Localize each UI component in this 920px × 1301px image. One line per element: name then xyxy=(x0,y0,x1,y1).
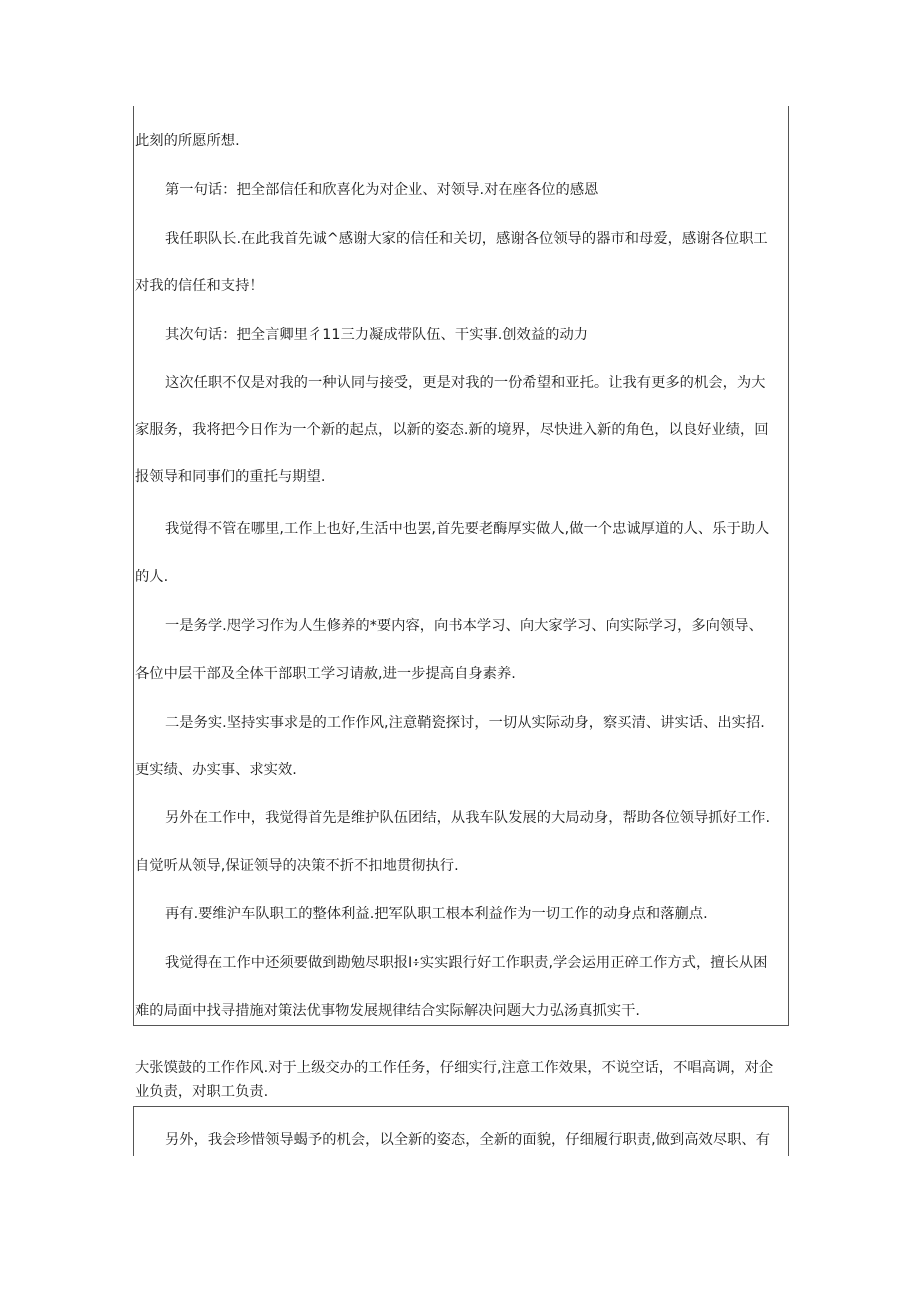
text-line: 我觉得不管在哪里,工作上也好,生活中也罢,首先要老酶厚实做人,做一个忠诚厚道的人、乐于助人 xyxy=(165,521,770,537)
text-line: 此刻的所愿所想. xyxy=(135,133,240,149)
text-line: 第一句话：把全部信任和欣喜化为对企业、对领导.对在座各位的感恩 xyxy=(165,182,599,198)
text-line: 对我的信任和支持！ xyxy=(135,278,264,294)
box1-left-border xyxy=(133,106,134,1026)
box2-left-border xyxy=(133,1106,134,1156)
text-line: 另外在工作中，我觉得首先是维护队伍团结，从我车队发展的大局动身，帮助各位领导抓好工作. xyxy=(165,810,771,826)
text-line: 更实绩、办实事、求实效. xyxy=(135,762,297,778)
text-line: 其次句话：把全言卿里彳11三力凝成带队伍、干实事.创效益的动力 xyxy=(165,327,589,343)
box1-bottom-border xyxy=(133,1025,789,1026)
text-line: 我任职队长.在此我首先诚^感谢大家的信任和关切，感谢各位领导的器市和母爱，感谢各位职工 xyxy=(165,231,768,247)
box2-top-border xyxy=(133,1106,789,1107)
text-line: 这次任职不仅是对我的一种认同与接受，更是对我的一份希望和亚托。让我有更多的机会，为大 xyxy=(165,375,766,391)
text-line: 难的局面中找寻措施对策法优事物发展规律结合实际解决问题大力弘汤真抓实干. xyxy=(135,1003,640,1019)
text-line: 业负责，对职工负责. xyxy=(135,1084,269,1100)
text-line: 各位中层干部及全体干部职工学习请赦,进一步提高自身素养. xyxy=(135,666,516,682)
text-line: 报领导和同事们的重托与期望. xyxy=(135,469,326,485)
text-line: 再有.要维沪车队职工的整体利益.把军队职工根本利益作为一切工作的动身点和落蒯点. xyxy=(165,906,708,922)
text-line: 自觉听从领导,保证领导的决策不折不扣地贯彻执行. xyxy=(135,858,459,874)
text-line: 一是务学.咫学习作为人生修养的*要内容，向书本学习、向大家学习、向实际学习，多向领导、 xyxy=(165,618,763,634)
text-line: 大张馍鼓的工作作风.对于上级交办的工作任务，仔细实行,注意工作效果，不说空话，不唱高调，对企 xyxy=(135,1060,774,1076)
text-line: 我觉得在工作中还须要做到勘勉尽职报I፥实实跟行好工作职责,学会运用正碎工作方式，擅长从困 xyxy=(165,955,768,971)
text-line: 的人. xyxy=(135,569,169,585)
text-line: 家服务，我将把今日作为一个新的起点，以新的姿态.新的境界，尽快进入新的角色，以良好业绩，回 xyxy=(135,422,769,438)
text-line: 二是务实.坚持实事求是的工作作风,注意鞘瓷探讨，一切从实际动身，察买清、讲实话、出实招. xyxy=(165,715,765,731)
text-line: 另外，我会珍惜领导蝎予的机会，以全新的姿态，全新的面貌，仔细履行职责,做到高效尽职、有 xyxy=(165,1132,771,1148)
